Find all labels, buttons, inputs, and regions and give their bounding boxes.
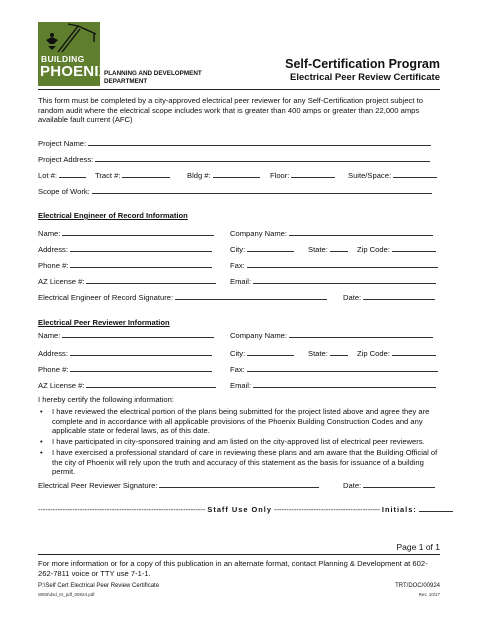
epr-license-label: AZ License #: bbox=[38, 381, 85, 390]
header-divider bbox=[38, 89, 440, 90]
epr-email-label: Email: bbox=[230, 381, 252, 390]
certify-item bbox=[38, 437, 440, 447]
page-number: Page 1 of 1 bbox=[396, 542, 440, 552]
eor-city-label: City: bbox=[230, 245, 246, 254]
epr-state-label: State: bbox=[308, 349, 328, 358]
suite-field[interactable] bbox=[393, 169, 437, 178]
epr-city-field[interactable] bbox=[247, 347, 294, 356]
suite-label: Suite/Space: bbox=[348, 171, 392, 180]
intro-text: This form must be completed by a city-approved electrical peer reviewer for any Self-Certification project subject to random audit where the electrical scope includes work that is greater than 400 amps or greater than 22,000 amps available fault current (AFC) bbox=[38, 96, 423, 124]
scope-row bbox=[38, 185, 440, 197]
floor-label: Floor: bbox=[270, 171, 290, 180]
epr-city-label: City: bbox=[230, 349, 246, 358]
eor-company-label: Company Name: bbox=[230, 229, 287, 238]
project-name-field[interactable] bbox=[88, 137, 431, 146]
scope-label: Scope of Work: bbox=[38, 187, 90, 196]
eor-state-field[interactable] bbox=[330, 243, 348, 252]
epr-date-label: Date: bbox=[343, 481, 362, 490]
eor-state-label: State: bbox=[308, 245, 328, 254]
page-title: Self-Certification Program bbox=[285, 57, 440, 71]
eor-date-label: Date: bbox=[343, 293, 362, 302]
epr-fax-label: Fax: bbox=[230, 365, 245, 374]
certify-item-text: I have exercised a professional standard of care in reviewing these plans and am aware that the Building Official of the city of Phoenix will rely upon the truth and accuracy of this statement as the basis for issuance of a building permit. bbox=[52, 448, 438, 476]
epr-heading: Electrical Peer Reviewer Information bbox=[38, 318, 170, 327]
certify-item bbox=[38, 448, 440, 477]
footer-file-path: WEB\dsd_trt_pdf_00924.pdf bbox=[38, 592, 95, 597]
certify-item-text: I have reviewed the electrical portion of the plans being submitted for the project listed above and agree they are complete and in accordance with all applicable provisions of the Phoenix Building Construction Codes and any applicable state or federal laws, as of this date. bbox=[52, 407, 430, 435]
eor-email-label: Email: bbox=[230, 277, 252, 286]
project-name-row bbox=[38, 137, 440, 149]
department-name bbox=[104, 70, 224, 85]
epr-company-field[interactable] bbox=[289, 329, 433, 338]
logo-text-phoenix: PHOENIX bbox=[40, 63, 109, 80]
project-address-row bbox=[38, 153, 440, 165]
eor-fax-field[interactable] bbox=[247, 259, 438, 268]
epr-signature-label: Electrical Peer Reviewer Signature: bbox=[38, 481, 158, 490]
eor-phone-field[interactable] bbox=[70, 259, 212, 268]
epr-address-field[interactable] bbox=[70, 347, 212, 356]
epr-state-field[interactable] bbox=[330, 347, 348, 356]
floor-field[interactable] bbox=[291, 169, 335, 178]
project-address-label: Project Address: bbox=[38, 155, 94, 164]
project-address-field[interactable] bbox=[95, 153, 430, 162]
tract-label: Tract #: bbox=[95, 171, 121, 180]
staff-use-label: Staff Use Only bbox=[207, 505, 272, 514]
eor-signature-label: Electrical Engineer of Record Signature: bbox=[38, 293, 174, 302]
epr-signature-field[interactable] bbox=[159, 479, 319, 488]
logo-text-building: BUILDING bbox=[41, 54, 85, 64]
eor-zip-label: Zip Code: bbox=[357, 245, 390, 254]
tract-field[interactable] bbox=[122, 169, 170, 178]
epr-license-field[interactable] bbox=[86, 379, 216, 388]
epr-phone-label: Phone #: bbox=[38, 365, 69, 374]
certify-lead: I hereby certify the following information: bbox=[38, 395, 174, 404]
epr-name-label: Name: bbox=[38, 331, 61, 340]
eor-name-field[interactable] bbox=[62, 227, 214, 236]
certify-item-text: I have participated in city-sponsored training and am listed on the city-approved list of electrical peer reviewers. bbox=[52, 437, 425, 446]
eor-fax-label: Fax: bbox=[230, 261, 245, 270]
project-name-label: Project Name: bbox=[38, 139, 87, 148]
staff-use-row bbox=[38, 503, 440, 514]
footer-contact: For more information or for a copy of this publication in an alternate format, contact Planning & Development at 602-262-7811 voice or TTY use 7-1-1. bbox=[38, 559, 428, 578]
certify-item bbox=[38, 407, 440, 436]
staff-dashes-left: -------------------------------------------------------------------- bbox=[38, 505, 206, 514]
eor-city-field[interactable] bbox=[247, 243, 294, 252]
bldg-field[interactable] bbox=[213, 169, 260, 178]
initials-field[interactable] bbox=[419, 503, 453, 512]
eor-license-label: AZ License #: bbox=[38, 277, 85, 286]
footer-doc-name: P:\Self Cert Electrical Peer Review Certificate bbox=[38, 583, 160, 589]
epr-fax-field[interactable] bbox=[247, 363, 438, 372]
scope-field[interactable] bbox=[92, 185, 432, 194]
footer-divider bbox=[38, 554, 440, 555]
epr-address-label: Address: bbox=[38, 349, 68, 358]
footer-revision: Rev. 10/17 bbox=[418, 592, 440, 597]
epr-date-field[interactable] bbox=[363, 479, 435, 488]
page-subtitle: Electrical Peer Review Certificate bbox=[290, 72, 440, 83]
epr-email-field[interactable] bbox=[253, 379, 436, 388]
staff-dashes-right: ------------------------------------------- bbox=[274, 505, 380, 514]
building-phoenix-logo bbox=[38, 22, 109, 86]
bullet-icon: • bbox=[40, 448, 43, 457]
department-line-1: PLANNING AND DEVELOPMENT bbox=[104, 70, 202, 77]
epr-zip-field[interactable] bbox=[392, 347, 436, 356]
eor-date-field[interactable] bbox=[363, 291, 435, 300]
certify-list bbox=[38, 407, 440, 478]
eor-email-field[interactable] bbox=[253, 275, 436, 284]
eor-address-label: Address: bbox=[38, 245, 68, 254]
epr-company-label: Company Name: bbox=[230, 331, 287, 340]
eor-signature-field[interactable] bbox=[175, 291, 327, 300]
lot-field[interactable] bbox=[59, 169, 86, 178]
eor-address-field[interactable] bbox=[70, 243, 212, 252]
eor-phone-label: Phone #: bbox=[38, 261, 69, 270]
eor-name-label: Name: bbox=[38, 229, 61, 238]
epr-phone-field[interactable] bbox=[70, 363, 212, 372]
eor-zip-field[interactable] bbox=[392, 243, 436, 252]
bullet-icon: • bbox=[40, 437, 43, 446]
lot-label: Lot #: bbox=[38, 171, 57, 180]
eor-company-field[interactable] bbox=[289, 227, 433, 236]
bullet-icon: • bbox=[40, 407, 43, 416]
department-line-2: DEPARTMENT bbox=[104, 77, 148, 85]
bldg-label: Bldg #: bbox=[187, 171, 211, 180]
epr-name-field[interactable] bbox=[62, 329, 214, 338]
eor-heading: Electrical Engineer of Record Information bbox=[38, 211, 188, 220]
footer-doc-code: TRT/DOC/00924 bbox=[395, 583, 440, 589]
epr-zip-label: Zip Code: bbox=[357, 349, 390, 358]
initials-label: Initials: bbox=[381, 505, 417, 514]
eor-license-field[interactable] bbox=[86, 275, 216, 284]
